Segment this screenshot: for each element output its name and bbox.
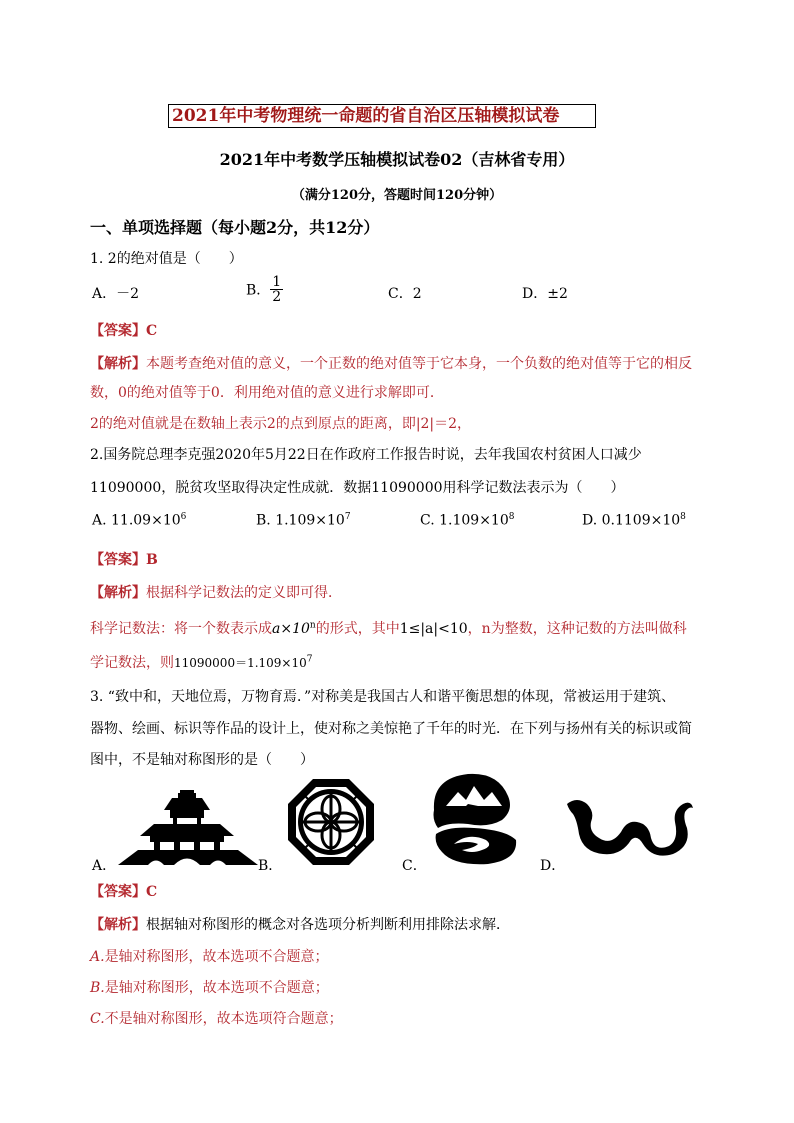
q2-option-b [256, 512, 351, 529]
q3-stem-line3: 图中，不是轴对称图形的是（ ） [90, 752, 314, 768]
formula: 11090000＝1.109×10 [174, 656, 307, 670]
option-exponent: 8 [680, 512, 686, 522]
analysis-tag: 【解析】 [90, 917, 146, 933]
q3-option-c-label: C． [402, 858, 427, 874]
formula: 1≤|a|<10 [399, 621, 468, 637]
formula-exponent: n [309, 620, 316, 631]
q3-analysis-line-b [90, 977, 329, 997]
q3-option-d-label: D． [540, 858, 566, 874]
q1-option-b-fraction [270, 275, 283, 304]
paper-subtitle: （满分120分，答题时间120分钟） [291, 188, 503, 203]
fraction-denominator: 2 [272, 289, 282, 305]
analysis-text: ，n为整数，这种记数的方法叫做科 [467, 621, 687, 637]
option-text: C. 1.109×10 [420, 512, 509, 529]
q2-option-c [420, 512, 514, 529]
formula: a×10 [272, 621, 310, 637]
emblem-figure [428, 770, 520, 866]
q3-option-a-label: A． [92, 858, 117, 874]
q1-option-b-label: B． [246, 282, 271, 299]
option-text: D. 0.1109×10 [582, 512, 681, 529]
q1-option-d: D．±2 [522, 286, 568, 302]
q1-option-c: C．2 [388, 286, 422, 302]
q2-answer: 【答案】B [90, 552, 158, 568]
q3-analysis-line1 [90, 914, 510, 934]
analysis-text: 根据科学记数法的定义即可得． [146, 585, 342, 601]
q1-analysis-line3: 2的绝对值就是在数轴上表示2的点到原点的距离，即|2|＝2， [90, 416, 472, 432]
q1-stem: 1. 2的绝对值是（ ） [90, 251, 243, 267]
q2-analysis-line2 [90, 618, 687, 638]
analysis-text: 的形式，其中 [315, 621, 400, 637]
header-banner: 2021年中考物理统一命题的省自治区压轴模拟试卷 [168, 104, 596, 128]
wave-figure [565, 796, 695, 858]
q2-analysis-line1 [90, 582, 342, 602]
analysis-tag: 【解析】 [90, 585, 146, 601]
q3-analysis-line-a [90, 946, 329, 966]
option-letter: C. [90, 1011, 105, 1027]
q1-option-b [246, 275, 283, 304]
option-text: A. 11.09×10 [92, 512, 181, 529]
q1-answer: 【答案】C [90, 323, 158, 339]
q3-answer: 【答案】C [90, 884, 158, 900]
analysis-text: 是轴对称图形，故本选项不合题意； [104, 949, 329, 965]
paper-title: 2021年中考数学压轴模拟试卷02（吉林省专用） [219, 150, 575, 169]
section-heading: 一、单项选择题（每小题2分，共12分） [90, 218, 380, 237]
q3-stem-line2: 器物、绘画、标识等作品的设计上，使对称之美惊艳了千年的时光．在下列与扬州有关的标识或简 [90, 721, 692, 737]
option-letter: A. [90, 949, 105, 965]
pavilion-figure [118, 790, 258, 866]
q2-stem-line2: 11090000，脱贫攻坚取得决定性成就．数据11090000用科学记数法表示为（ ） [90, 480, 625, 496]
option-exponent: 8 [508, 512, 515, 522]
option-letter: B. [90, 980, 105, 996]
fraction-numerator: 1 [272, 274, 282, 290]
q2-analysis-line3 [90, 652, 313, 672]
option-exponent: 6 [180, 512, 187, 522]
octagon-window-figure [287, 778, 375, 866]
option-text: B. 1.109×10 [256, 512, 345, 529]
q1-analysis-line2: 数，0的绝对值等于0．利用绝对值的意义进行求解即可． [90, 385, 444, 401]
analysis-text: 不是轴对称图形，故本选项符合题意； [104, 1011, 343, 1027]
analysis-text: 本题考查绝对值的意义，一个正数的绝对值等于它本身，一个负数的绝对值等于它的相反 [146, 356, 692, 372]
q3-stem-line1: 3. “致中和，天地位焉，万物育焉．”对称美是我国古人和谐平衡思想的体现，常被运用于建筑、 [90, 689, 676, 705]
analysis-text: 学记数法，则 [90, 655, 174, 671]
formula-exponent: 7 [306, 654, 313, 665]
analysis-text: 根据轴对称图形的概念对各选项分析判断利用排除法求解． [146, 917, 510, 933]
q3-option-b-label: B． [258, 858, 283, 874]
option-exponent: 7 [344, 512, 351, 522]
analysis-text: 是轴对称图形，故本选项不合题意； [104, 980, 329, 996]
q1-analysis-line1 [90, 353, 692, 373]
q2-stem-line1: 2.国务院总理李克强2020年5月22日在作政府工作报告时说，去年我国农村贫困人口减少 [90, 447, 642, 463]
analysis-tag: 【解析】 [90, 356, 146, 372]
analysis-text: 科学记数法：将一个数表示成 [90, 621, 272, 637]
q2-option-d [582, 512, 686, 529]
q1-option-a: A．－2 [92, 286, 140, 302]
q2-option-a [92, 512, 186, 529]
q3-analysis-line-c [90, 1008, 343, 1028]
